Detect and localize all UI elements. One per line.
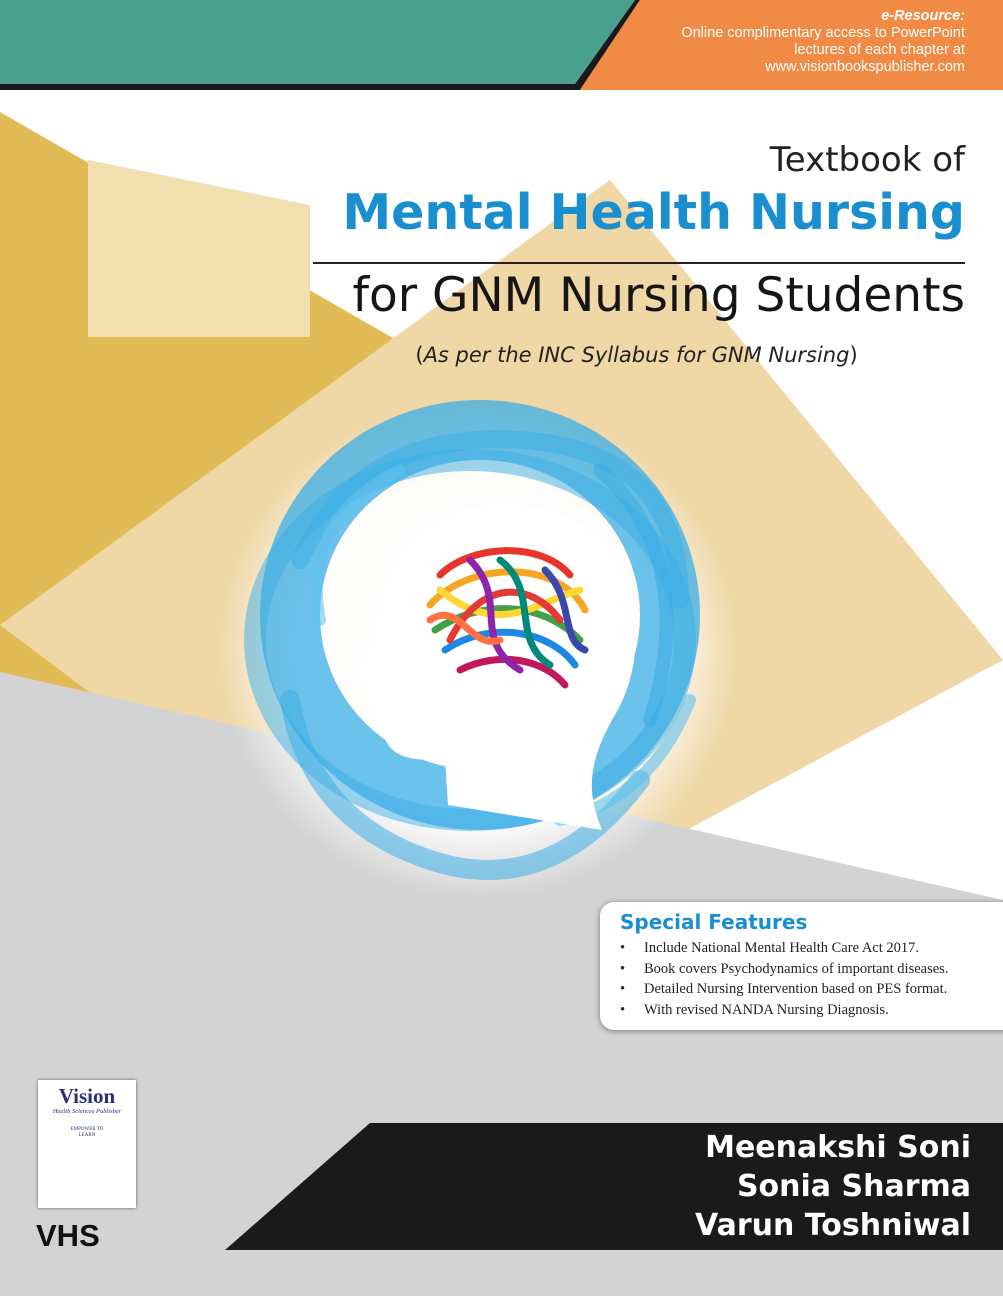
authors [695, 1128, 971, 1245]
logo-subtext: Health Sciences Publisher [52, 1108, 122, 1115]
shield-text: EMPOWER TO LEARN [70, 1127, 104, 1138]
syllabus-note [0, 343, 1003, 367]
special-features-heading: Special Features [620, 910, 808, 934]
publisher-logo [38, 1080, 136, 1208]
title-prefix: Textbook of [769, 140, 965, 180]
book-subtitle: for GNM Nursing Students [352, 268, 965, 323]
features-list [620, 938, 1003, 1020]
title-block [342, 140, 965, 242]
feature-item: • Detailed Nursing Intervention based on PES format. [620, 979, 1003, 1000]
e-resource-line: lectures of each chapter at [794, 42, 965, 58]
logo-text: Vision [58, 1084, 116, 1108]
e-resource-heading: e-Resource: [881, 8, 965, 24]
title-divider [313, 262, 965, 264]
paren-close: ) [849, 343, 858, 367]
author-name: Sonia Sharma [736, 1169, 971, 1204]
teal-banner [0, 0, 635, 84]
e-resource-url[interactable]: www.visionbookspublisher.com [765, 59, 965, 75]
feature-item: • With revised NANDA Nursing Diagnosis. [620, 1000, 1003, 1021]
syllabus-text: As per the INC Syllabus for GNM Nursing [423, 343, 850, 367]
author-name: Varun Toshniwal [695, 1208, 971, 1243]
paren-open: ( [415, 343, 424, 367]
author-name: Meenakshi Soni [705, 1130, 971, 1165]
e-resource-note [681, 8, 965, 76]
feature-item: • Book covers Psychodynamics of important diseases. [620, 959, 1003, 980]
e-resource-line: Online complimentary access to PowerPoint [681, 25, 965, 41]
special-features-box [600, 902, 1003, 1030]
light-gold-rect [88, 160, 310, 337]
feature-item: • Include National Mental Health Care Act 2017. [620, 938, 1003, 959]
publisher-abbrev: VHS [36, 1218, 100, 1253]
book-title: Mental Health Nursing [342, 184, 965, 241]
